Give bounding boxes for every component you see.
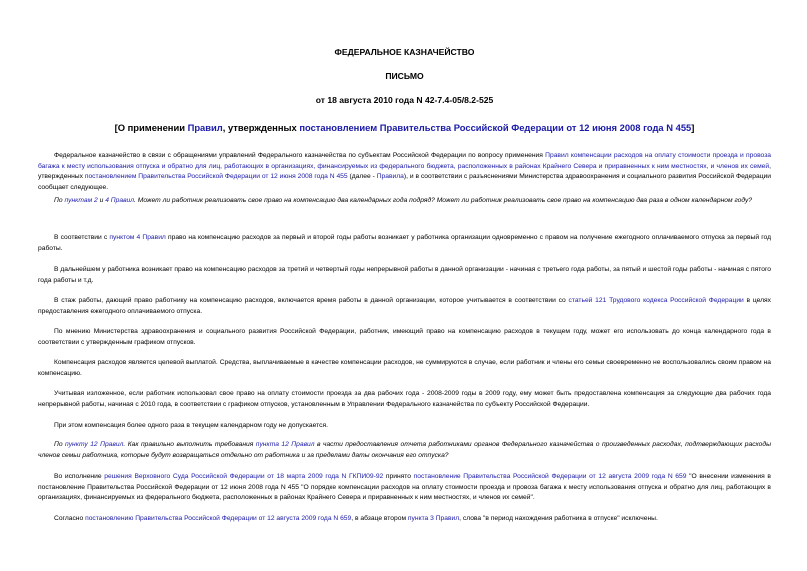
- point-12-requirements-link[interactable]: пункта 12 Правил: [255, 441, 315, 448]
- issuer-heading: ФЕДЕРАЛЬНОЕ КАЗНАЧЕЙСТВО: [334, 47, 475, 57]
- paragraph-11: Во исполнение решения Верховного Суда Российской Федерации от 18 марта 2009 года N ГКПИ09-92 принято постановление Правительства Российской Федерации от 12 августа 2009 года N 659 "О внесении изменения в постановление Правительства Российской Федерации от 12 июня 2008 года N 455 "О порядке компенсации расходов на оплату стоимости проезда и провоза багажа к месту использования отпуска и обратно для лиц, работающих в организациях, финансируемых из федерального бюджета, расположенных в районах Крайнего Севера и приравненных к ним местностях, и членов их семей".: [38, 473, 771, 501]
- document-date-heading: от 18 августа 2010 года N 42-7.4-05/8.2-525: [315, 95, 494, 105]
- rules-full-title-link[interactable]: Правил компенсации расходов на оплату стоимости проезда и провоза багажа к месту использования отпуска и обратно для лиц, работающих в организациях, финансируемых из федерального бюджета, расположенных в районах Крайнего Севера и приравненных к ним местностях, и членов их семей: [38, 152, 771, 170]
- paragraph-4: В дальнейшем у работника возникает право на компенсацию расходов за третий и четвертый годы непрерывной работы в данной организации - начиная с третьего года работы, за пятый и шестой годы работы - начиная с пятого года работы и т.д.: [38, 266, 771, 284]
- paragraph-8: Учитывая изложенное, если работник использовал свое право на оплату стоимости проезда за два рабочих года - 2008-2009 годы в 2009 году, ему может быть предоставлена компенсация за следующие два рабочих года непрерывной работы, начиная с 2010 года, в соответствии с графиком отпусков, установленным в Управлении Федерального казначейства по субъекту Российской Федерации.: [38, 390, 771, 408]
- paragraph-6: По мнению Министерства здравоохранения и социального развития Российской Федерации, работник, имеющий право на компенсацию расходов в текущем году, может его использовать до конца календарного года в соответствии с утвержденным графиком отпусков.: [38, 328, 771, 346]
- paragraph-intro: Федеральное казначейство в связи с обращениями управлений Федерального казначейства по субъектам Российской Федерации по вопросу применения Правил компенсации расходов на оплату стоимости проезда и провоза багажа к месту использования отпуска и обратно для лиц, работающих в организациях, финансируемых из федерального бюджета, расположенных в районах Крайнего Севера и приравненных к ним местностях, и членов их семей, утвержденных постановлением Правительства Российской Федерации от 12 июня 2008 года N 455 (далее - Правила), и в соответствии с разъяснениями Министерства здравоохранения и социального развития Российской Федерации сообщает следующее.: [38, 152, 772, 191]
- paragraph-7: Компенсация расходов является целевой выплатой. Средства, выплачиваемые в качестве компенсации расходов, не суммируются в случае, если работник и члены его семьи своевременно не воспользовались своим правом на компенсацию.: [38, 359, 771, 377]
- document-type-heading: ПИСЬМО: [385, 71, 424, 81]
- labor-code-article-121-link[interactable]: статьей 121 Трудового кодекса Российской Федерации: [568, 297, 744, 304]
- point-3-rules-link[interactable]: пункта 3 Правил: [407, 515, 460, 522]
- rules-link[interactable]: Правил: [187, 122, 223, 133]
- question-paragraph-1: По пунктам 2 и 4 Правил. Может ли работник реализовать свое право на компенсацию два календарных года подряд? Может ли работник реализовать свое право на компенсацию два раза в одном календарном году?: [54, 197, 753, 204]
- document-title: [О применении Правил, утвержденных постановлением Правительства Российской Федерации от 12 июня 2008 года N 455]: [114, 122, 695, 133]
- supreme-court-decision-link[interactable]: решения Верховного Суда Российской Федерации от 18 марта 2009 года N ГКПИ09-92: [104, 473, 384, 480]
- resolution-659-ref-link[interactable]: постановлению Правительства Российской Федерации от 12 августа 2009 года N 659: [85, 515, 352, 522]
- rules-short-link[interactable]: Правила: [376, 173, 404, 180]
- resolution-455-link[interactable]: постановлением Правительства Российской Федерации от 12 июня 2008 года N 455: [84, 173, 348, 180]
- point-4-rules-link[interactable]: 4 Правил: [105, 197, 135, 204]
- point-12-link[interactable]: пункту 12 Правил: [65, 441, 124, 448]
- paragraph-3: В соответствии с пунктом 4 Правил право на компенсацию расходов за первый и второй годы работы возникает у работника организации одновременно с правом на получение ежегодного оплачиваемого отпуска за первый год работы.: [38, 234, 772, 252]
- paragraph-9: При этом компенсация более одного раза в текущем календарном году не допускается.: [54, 422, 328, 429]
- point-2-link[interactable]: пунктам 2: [64, 197, 98, 204]
- question-paragraph-2: По пункту 12 Правил. Как правильно выполнить требования пункта 12 Правил в части предоставления отчета работниками органов Федерального казначейства о произведенных расходах, подтверждающих расходы членов семьи работника, которые будут возвращаться отдельно от работника и за пределами даты окончания его отпуска?: [38, 441, 771, 459]
- paragraph-12: Согласно постановлению Правительства Российской Федерации от 12 августа 2009 года N 659, в абзаце втором пункта 3 Правил, слова "в период нахождения работника в отпуске" исключены.: [54, 515, 658, 522]
- paragraph-5: В стаж работы, дающий право работнику на компенсацию расходов, включается время работы в данной организации, которое учитывается в соответствии со статьей 121 Трудового кодекса Российской Федерации в целях предоставления ежегодного оплачиваемого отпуска.: [38, 297, 771, 315]
- resolution-659-link[interactable]: постановление Правительства Российской Федерации от 12 августа 2009 года N 659: [413, 473, 687, 480]
- resolution-link[interactable]: постановлением Правительства Российской Федерации от 12 июня 2008 года N 455: [299, 122, 692, 133]
- point-4-link[interactable]: пунктом 4 Правил: [109, 234, 166, 241]
